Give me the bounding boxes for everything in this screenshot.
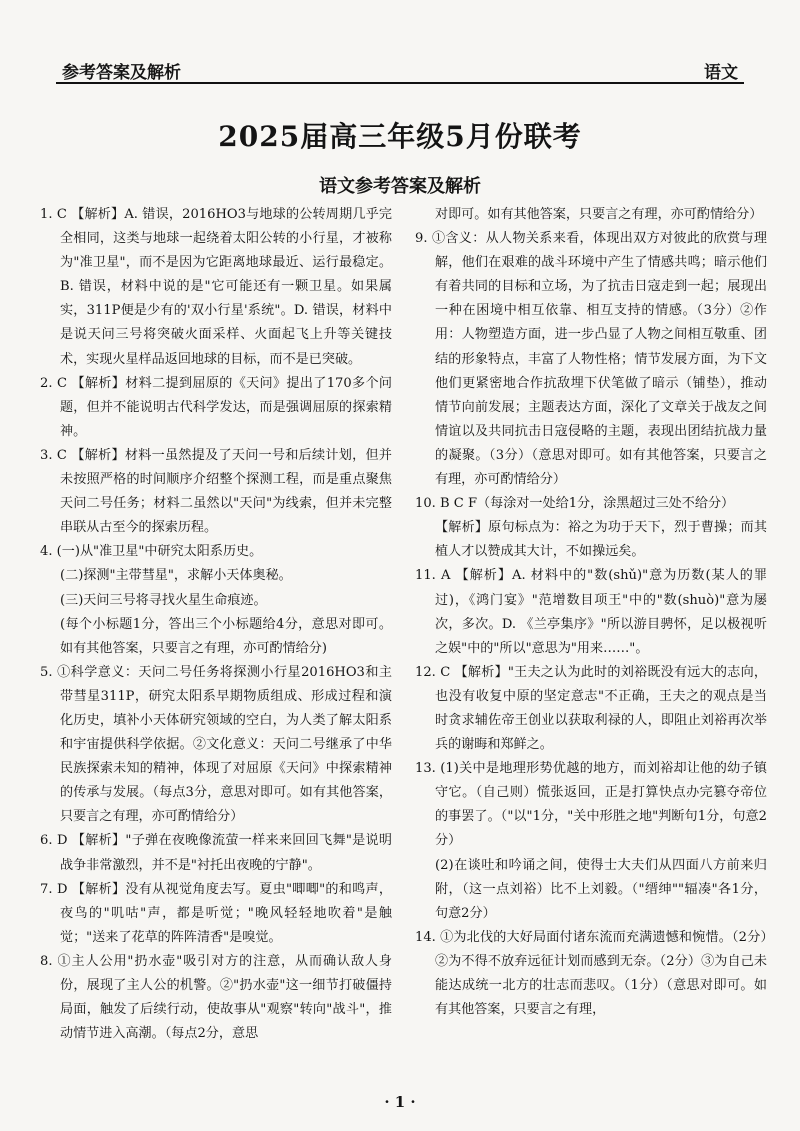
answer-item: 6. D 【解析】"子弹在夜晚像流萤一样来来回回飞舞"是说明战争非常激烈，并不是"衬托出夜晚的宁静"。 — [40, 833, 392, 873]
page-title: 2025届高三年级5月份联考 — [218, 120, 582, 153]
answer-subitem: (三)天问三号将寻找火星生命痕迹。 — [60, 592, 267, 608]
answer-subitem: (2)在谈吐和吟诵之间，使得士大夫们从四面八方前来归附，（这一点刘裕）比不上刘毅。（"缙绅""辐凑"各1分，句意2分） — [435, 857, 767, 921]
answer-item: 1. C 【解析】A. 错误，2016HO3与地球的公转周期几乎完全相同，这类与地球一起绕着太阳公转的小行星，才被称为"准卫星"，而不是因为它距离地球最近、运行最稳定。B. 错误，材料中说的是"它可能还有一颗卫星。如果属实，311P便是少有的'双小行星'系统"。D. 错误，材料中是说天问三号将突破火面采样、火面起飞上升等关键技术，实现火星样品返回地球的目标，而不是已突破。 — [40, 207, 392, 367]
answer-item: 14. ①为北伐的大好局面付诸东流而充满遗憾和惋惜。（2分）②为不得不放弃远征计划而感到无奈。（2分）③为自己未能达成统一北方的壮志而悲叹。（1分）（意思对即可。如有其他答案，只要言之有理， — [415, 929, 767, 1018]
answer-subitem: (每个小标题1分，答出三个小标题给4分，意思对即可。如有其他答案，只要言之有理，亦可酌情给分) — [60, 616, 392, 656]
answer-item: 2. C 【解析】材料二提到屈原的《天问》提出了170多个问题，但并不能说明古代科学发达，而是强调屈原的探索精神。 — [40, 375, 392, 439]
header-left-label: 参考答案及解析 — [62, 63, 181, 83]
answer-item: 13. (1)关中是地理形势优越的地方，而刘裕却让他的幼子镇守它。（自己则）慌张返回，正是打算快点办完篡夺帝位的事罢了。（"以"1分，"关中形胜之地"判断句1分，句意2分） — [415, 761, 767, 849]
right-column — [415, 203, 767, 1022]
answer-item: 7. D 【解析】没有从视觉角度去写。夏虫"唧唧"的和鸣声，夜鸟的"叽咕"声，都是听觉；"晚风轻轻地吹着"是触觉；"送来了花草的阵阵清香"是嗅觉。 — [40, 881, 392, 945]
answer-item: 3. C 【解析】材料一虽然提及了天问一号和后续计划，但并未按照严格的时间顺序介绍整个探测工程，而是重点聚焦天问二号任务；材料二虽然以"天问"为线索，但并未完整串联从古至今的探索历程。 — [40, 447, 392, 536]
page-number: · 1 · — [384, 1093, 416, 1111]
answer-item: 12. C 【解析】"王夫之认为此时的刘裕既没有远大的志向，也没有收复中原的坚定意志"不正确，王夫之的观点是当时贪求辅佐帝王创业以获取利禄的人，即阻止刘裕再次举兵的谢晦和郑鲜之。 — [415, 664, 767, 753]
answer-subitem: 【解析】原句标点为：裕之为功于天下，烈于曹操；而其植人才以赞成其大计，不如操远矣。 — [435, 520, 767, 560]
page-header — [56, 52, 744, 84]
answer-item: 11. A 【解析】A. 材料中的"数(shǔ)"意为历数(某人的罪过)，《鸿门宴》"范增数目项王"中的"数(shuò)"意为屡次，多次。D. 《兰亭集序》"所以游目骋怀，足以极视听之娱"中的"所以"意思为"用来……"。 — [415, 568, 767, 656]
header-subject-label: 语文 — [704, 63, 738, 83]
answer-item: 8. ①主人公用"扔水壶"吸引对方的注意，从而确认敌人身份，展现了主人公的机警。②"扔水壶"这一细节打破僵持局面，触发了后续行动，使故事从"观察"转向"战斗"，推动情节进入高潮。（每点2分，意思 — [40, 953, 392, 1042]
answer-item: 5. ①科学意义：天问二号任务将探测小行星2016HO3和主带彗星311P，研究太阳系早期物质组成、形成过程和演化历史，填补小天体研究领域的空白，为人类了解太阳系和宇宙提供科学依据。②文化意义：天问二号继承了中华民族探索未知的精神，体现了对屈原《天问》中探索精神的传承与发展。（每点3分，意思对即可。如有其他答案，只要言之有理，亦可酌情给分） — [40, 664, 392, 825]
answer-subitem: (二)探测"主带彗星"，求解小天体奥秘。 — [60, 568, 292, 584]
left-column — [40, 203, 392, 1046]
answer-item: 10. B C F（每涂对一处给1分，涂黑超过三处不给分） — [415, 496, 735, 512]
answer-item: 4. (一)从"准卫星"中研究太阳系历史。 — [40, 544, 263, 560]
page-subtitle: 语文参考答案及解析 — [319, 176, 481, 197]
answer-item: 9. ①含义：从人物关系来看，体现出双方对彼此的欣赏与理解，他们在艰难的战斗环境中产生了情感共鸣；暗示他们有着共同的目标和立场，为了抗击日寇走到一起；展现出一种在困境中相互依靠、相互支持的情感。（3分）②作用：人物塑造方面，进一步凸显了人物之间相互敬重、团结的形象特点，丰富了人物性格；情节发展方面，为下文他们更紧密地合作抗敌埋下伏笔做了暗示（铺垫），推动情节向前发展；主题表达方面，深化了文章关于战友之间情谊以及共同抗击日寇侵略的主题，表现出团结抗战力量的凝聚。（3分）（意思对即可。如有其他答案，只要言之有理，亦可酌情给分） — [415, 231, 767, 488]
answer-item: 对即可。如有其他答案，只要言之有理，亦可酌情给分） — [435, 207, 763, 222]
